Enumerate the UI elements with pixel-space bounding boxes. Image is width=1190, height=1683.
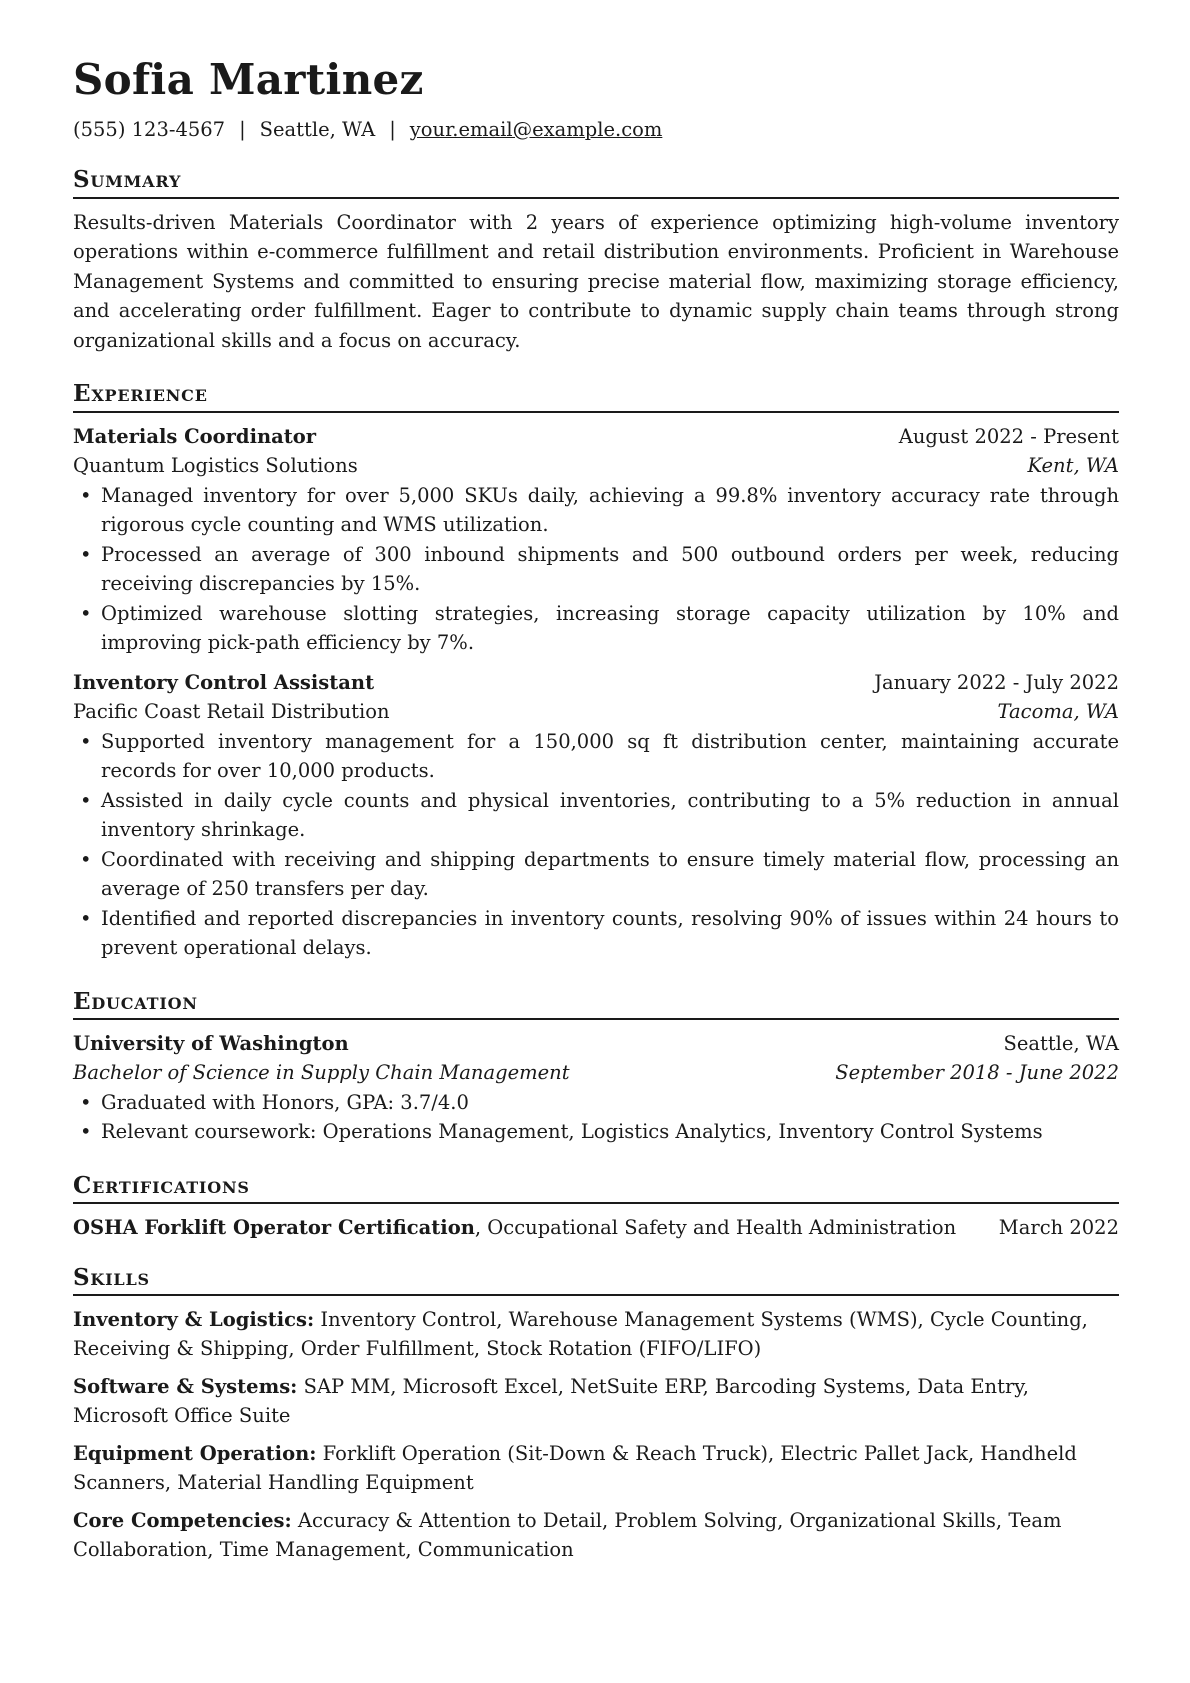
skill-group-items: Accuracy & Attention to Detail, Problem Solving, Organizational Skills, Team Collaboration, Time Management, Communication [73, 1508, 1062, 1562]
summary-text: Results-driven Materials Coordinator with 2 years of experience optimizing high-volume inventory operations within e-commerce fulfillment and retail distribution environments. Proficient in Warehouse Management Systems and committed to ensuring precise material flow, maximizing storage efficiency, and accelerating order fulfillment. Eager to contribute to dynamic supply chain teams through strong organizational skills and a focus on accuracy. [73, 210, 1119, 352]
job-bullet: • Optimized warehouse slotting strategies, increasing storage capacity utilization by 10% and improving pick-path efficiency by 7%. [73, 599, 1119, 658]
location: Seattle, WA [259, 118, 376, 142]
certification-name: OSHA Forklift Operator Certification [73, 1216, 475, 1240]
skill-group-label: Inventory & Logistics: [73, 1307, 315, 1331]
job-bullets [73, 481, 1119, 658]
job-title: Inventory Control Assistant [73, 670, 375, 694]
education-bullets [73, 1088, 1119, 1147]
certification-date: March 2022 [998, 1216, 1119, 1240]
phone-number: (555) 123-4567 [73, 118, 226, 142]
job-location: Kent, WA [1027, 454, 1119, 478]
skill-group [73, 1439, 1119, 1498]
education-degree-row [73, 1058, 1119, 1088]
job-company-row [73, 697, 1119, 727]
job-bullet: • Managed inventory for over 5,000 SKUs daily, achieving a 99.8% inventory accuracy rate through rigorous cycle counting and WMS utilization. [73, 481, 1119, 540]
job-dates: January 2022 - July 2022 [874, 670, 1119, 694]
skill-group-items: Inventory Control, Warehouse Management Systems (WMS), Cycle Counting, Receiving & Shipping, Order Fulfillment, Stock Rotation (FIFO/LIFO) [73, 1307, 1088, 1361]
job-bullet: • Processed an average of 300 inbound shipments and 500 outbound orders per week, reducing receiving discrepancies by 15%. [73, 540, 1119, 599]
job-company: Pacific Coast Retail Distribution [73, 700, 390, 724]
skill-group-items: Forklift Operation (Sit-Down & Reach Truck), Electric Pallet Jack, Handheld Scanners, Material Handling Equipment [73, 1441, 1077, 1495]
experience-section [73, 381, 1119, 962]
email-link[interactable]: your.email@example.com [409, 118, 663, 142]
skill-group [73, 1372, 1119, 1431]
job-header-row [73, 422, 1119, 452]
certifications-section [73, 1173, 1119, 1243]
job-entry [73, 668, 1119, 963]
section-title-education: Education [73, 989, 1119, 1020]
certification-row [73, 1213, 1119, 1243]
contact-separator: | [239, 118, 246, 142]
certification-text [73, 1213, 956, 1243]
job-bullets [73, 727, 1119, 963]
certification-issuer: , Occupational Safety and Health Administration [474, 1216, 957, 1240]
skills-section [73, 1265, 1119, 1565]
job-title: Materials Coordinator [73, 424, 317, 448]
education-bullet: • Graduated with Honors, GPA: 3.7/4.0 [73, 1088, 1119, 1118]
degree-name: Bachelor of Science in Supply Chain Management [73, 1061, 570, 1085]
section-title-summary: Summary [73, 167, 1119, 198]
section-title-skills: Skills [73, 1265, 1119, 1296]
job-bullet: • Coordinated with receiving and shipping departments to ensure timely material flow, processing an average of 250 transfers per day. [73, 845, 1119, 904]
section-title-certifications: Certifications [73, 1173, 1119, 1204]
skill-group-label: Core Competencies: [73, 1508, 292, 1532]
section-title-experience: Experience [73, 381, 1119, 412]
job-header-row [73, 668, 1119, 698]
skill-group [73, 1305, 1119, 1364]
contact-separator: | [389, 118, 396, 142]
skill-group-label: Equipment Operation: [73, 1441, 317, 1465]
education-section [73, 989, 1119, 1147]
job-bullet: • Identified and reported discrepancies in inventory counts, resolving 90% of issues within 24 hours to prevent operational delays. [73, 904, 1119, 963]
job-location: Tacoma, WA [997, 700, 1119, 724]
skill-group-items: SAP MM, Microsoft Excel, NetSuite ERP, Barcoding Systems, Data Entry, Microsoft Office Suite [73, 1374, 1029, 1428]
education-dates: September 2018 - June 2022 [835, 1061, 1119, 1085]
job-company-row [73, 451, 1119, 481]
skill-group-label: Software & Systems: [73, 1374, 298, 1398]
school-location: Seattle, WA [1003, 1031, 1119, 1055]
job-bullet: • Assisted in daily cycle counts and physical inventories, contributing to a 5% reduction in annual inventory shrinkage. [73, 786, 1119, 845]
education-bullet: • Relevant coursework: Operations Management, Logistics Analytics, Inventory Control Systems [73, 1117, 1119, 1147]
contact-line [73, 118, 1119, 141]
education-header-row [73, 1029, 1119, 1059]
job-bullet: • Supported inventory management for a 150,000 sq ft distribution center, maintaining accurate records for over 10,000 products. [73, 727, 1119, 786]
candidate-name: Sofia Martinez [73, 55, 424, 104]
skill-group [73, 1506, 1119, 1565]
summary-section [73, 167, 1119, 355]
school-name: University of Washington [73, 1031, 349, 1055]
job-entry [73, 422, 1119, 658]
job-dates: August 2022 - Present [898, 424, 1119, 448]
job-company: Quantum Logistics Solutions [73, 454, 358, 478]
